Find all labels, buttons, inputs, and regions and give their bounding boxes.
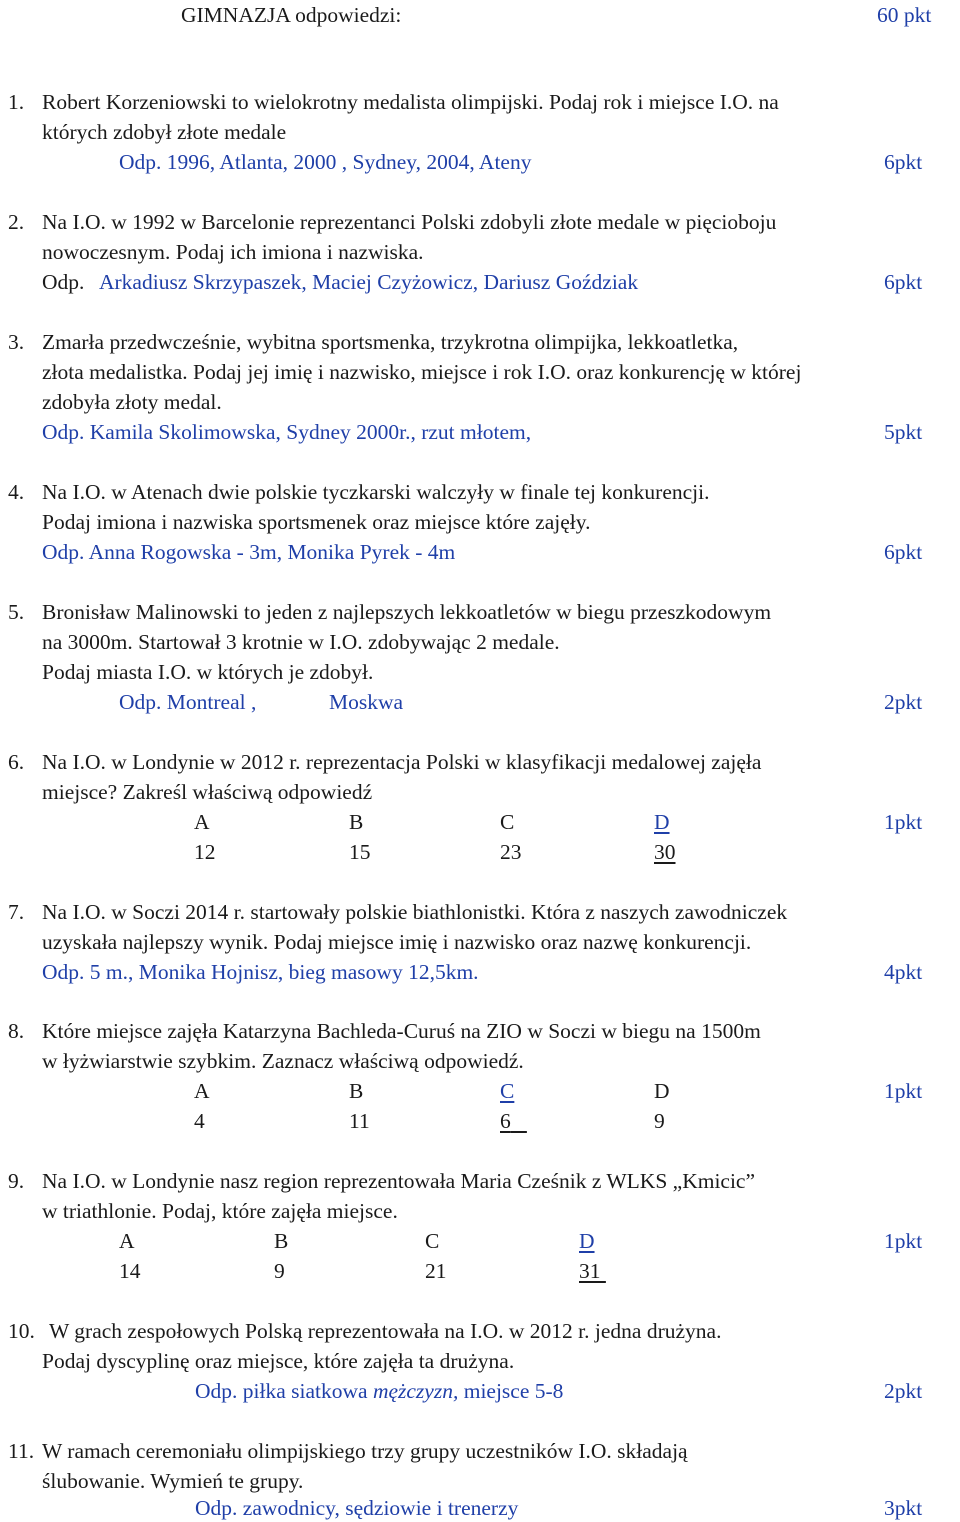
q6-option-d-letter: D <box>654 810 670 834</box>
q2-points: 6pkt <box>884 270 923 294</box>
q6-line-2: miejsce? Zakreśl właściwą odpowiedź <box>42 780 373 804</box>
q5-line-3: Podaj miasta I.O. w których je zdobył. <box>42 660 374 684</box>
q9-option-a-value: 14 <box>119 1259 141 1283</box>
q8-number: 8. <box>8 1019 25 1043</box>
q7-answer: Odp. 5 m., Monika Hojnisz, bieg masowy 12,5km. <box>42 960 479 984</box>
q2-line-2: nowoczesnym. Podaj ich imiona i nazwiska. <box>42 240 424 264</box>
q8-option-d-value: 9 <box>654 1109 665 1133</box>
q7-line-1: Na I.O. w Soczi 2014 r. startowały polskie biathlonistki. Która z naszych zawodniczek <box>42 900 788 924</box>
q6-option-b-value: 15 <box>349 840 371 864</box>
total-points: 60 pkt <box>877 3 932 27</box>
q9-line-1: Na I.O. w Londynie nasz region reprezentowała Maria Cześnik z WLKS „Kmicic” <box>42 1169 756 1193</box>
q10-line-2: Podaj dyscyplinę oraz miejsce, które zajęła ta drużyna. <box>42 1349 515 1373</box>
q6-option-d-value: 30 <box>654 840 676 864</box>
q9-points: 1pkt <box>884 1229 923 1253</box>
q6-option-c-value: 23 <box>500 840 522 864</box>
q1-points: 6pkt <box>884 150 923 174</box>
q9-option-d-value: 31 <box>579 1259 601 1283</box>
q9-option-b-letter: B <box>274 1229 289 1253</box>
q7-line-2: uzyskała najlepszy wynik. Podaj miejsce imię i nazwisko oraz nazwę konkurencji. <box>42 930 752 954</box>
q3-line-3: zdobyła złoty medal. <box>42 390 222 414</box>
q4-answer: Odp. Anna Rogowska - 3m, Monika Pyrek - 4m <box>42 540 456 564</box>
q10-answer-italic: mężczyzn, <box>372 1379 459 1403</box>
q4-line-2: Podaj imiona i nazwiska sportsmenek oraz miejsce które zajęły. <box>42 510 591 534</box>
q8-line-1: Które miejsce zajęła Katarzyna Bachleda-Curuś na ZIO w Soczi w biegu na 1500m <box>42 1019 761 1043</box>
q11-line-1: W ramach ceremoniału olimpijskiego trzy grupy uczestników I.O. składają <box>42 1439 688 1463</box>
q8-option-a-letter: A <box>194 1079 210 1103</box>
q9-option-c-letter: C <box>425 1229 440 1253</box>
q9-number: 9. <box>8 1169 25 1193</box>
q2-answer: Arkadiusz Skrzypaszek, Maciej Czyżowicz, Dariusz Goździak <box>99 270 639 294</box>
q5-line-2: na 3000m. Startował 3 krotnie w I.O. zdobywając 2 medale. <box>42 630 560 654</box>
q8-option-c-letter: C <box>500 1079 515 1103</box>
q8-option-b-letter: B <box>349 1079 364 1103</box>
q11-number: 11. <box>8 1439 35 1463</box>
q5-answer-a: Odp. Montreal , <box>119 690 257 714</box>
q5-points: 2pkt <box>884 690 923 714</box>
q8-line-2: w łyżwiarstwie szybkim. Zaznacz właściwą odpowiedź. <box>42 1049 524 1073</box>
q3-answer: Odp. Kamila Skolimowska, Sydney 2000r., rzut młotem, <box>42 420 532 444</box>
q5-number: 5. <box>8 600 25 624</box>
q10-number: 10. <box>8 1319 35 1343</box>
q10-points: 2pkt <box>884 1379 923 1403</box>
q3-points: 5pkt <box>884 420 923 444</box>
q3-line-2: złota medalistka. Podaj jej imię i nazwisko, miejsce i rok I.O. oraz konkurencję w której <box>42 360 802 384</box>
q8-option-a-value: 4 <box>194 1109 205 1133</box>
q1-answer: Odp. 1996, Atlanta, 2000 , Sydney, 2004, Ateny <box>119 150 532 174</box>
q8-option-b-value: 11 <box>349 1109 370 1133</box>
q6-option-a-letter: A <box>194 810 210 834</box>
q9-option-c-value: 21 <box>425 1259 447 1283</box>
q6-line-1: Na I.O. w Londynie w 2012 r. reprezentacja Polski w klasyfikacji medalowej zajęła <box>42 750 762 774</box>
q6-option-a-value: 12 <box>194 840 216 864</box>
q2-answer-prefix: Odp. <box>42 270 85 294</box>
q6-option-b-letter: B <box>349 810 364 834</box>
q11-points: 3pkt <box>884 1496 923 1520</box>
q9-option-b-value: 9 <box>274 1259 285 1283</box>
q8-option-c-value: 6 <box>500 1109 511 1133</box>
q10-line-1: W grach zespołowych Polską reprezentowała na I.O. w 2012 r. jedna drużyna. <box>49 1319 722 1343</box>
document-title: GIMNAZJA odpowiedzi: <box>181 3 402 27</box>
q9-line-2: w triathlonie. Podaj, które zajęła miejsce. <box>42 1199 398 1223</box>
q5-answer-b: Moskwa <box>329 690 404 714</box>
q11-answer: Odp. zawodnicy, sędziowie i trenerzy <box>195 1496 519 1520</box>
q4-points: 6pkt <box>884 540 923 564</box>
q4-line-1: Na I.O. w Atenach dwie polskie tyczkarski walczyły w finale tej konkurencji. <box>42 480 710 504</box>
q1-number: 1. <box>8 90 25 114</box>
q1-line-2: których zdobył złote medale <box>42 120 287 144</box>
q11-line-2: ślubowanie. Wymień te grupy. <box>42 1469 304 1493</box>
q8-option-d-letter: D <box>654 1079 670 1103</box>
q9-option-d-letter: D <box>579 1229 595 1253</box>
q5-line-1: Bronisław Malinowski to jeden z najlepszych lekkoatletów w biegu przeszkodowym <box>42 600 772 624</box>
q2-number: 2. <box>8 210 25 234</box>
q3-number: 3. <box>8 330 25 354</box>
q6-points: 1pkt <box>884 810 923 834</box>
q2-line-1: Na I.O. w 1992 w Barcelonie reprezentanci Polski zdobyli złote medale w pięcioboju <box>42 210 777 234</box>
q6-number: 6. <box>8 750 25 774</box>
q10-answer: Odp. piłka siatkowa mężczyzn, miejsce 5-8 <box>195 1379 564 1403</box>
q7-points: 4pkt <box>884 960 923 984</box>
q3-line-1: Zmarła przedwcześnie, wybitna sportsmenka, trzykrotna olimpijka, lekkoatletka, <box>42 330 739 354</box>
q6-option-c-letter: C <box>500 810 515 834</box>
q9-option-a-letter: A <box>119 1229 135 1253</box>
q7-number: 7. <box>8 900 25 924</box>
q1-line-1: Robert Korzeniowski to wielokrotny medalista olimpijski. Podaj rok i miejsce I.O. na <box>42 90 779 114</box>
q8-points: 1pkt <box>884 1079 923 1103</box>
q4-number: 4. <box>8 480 25 504</box>
